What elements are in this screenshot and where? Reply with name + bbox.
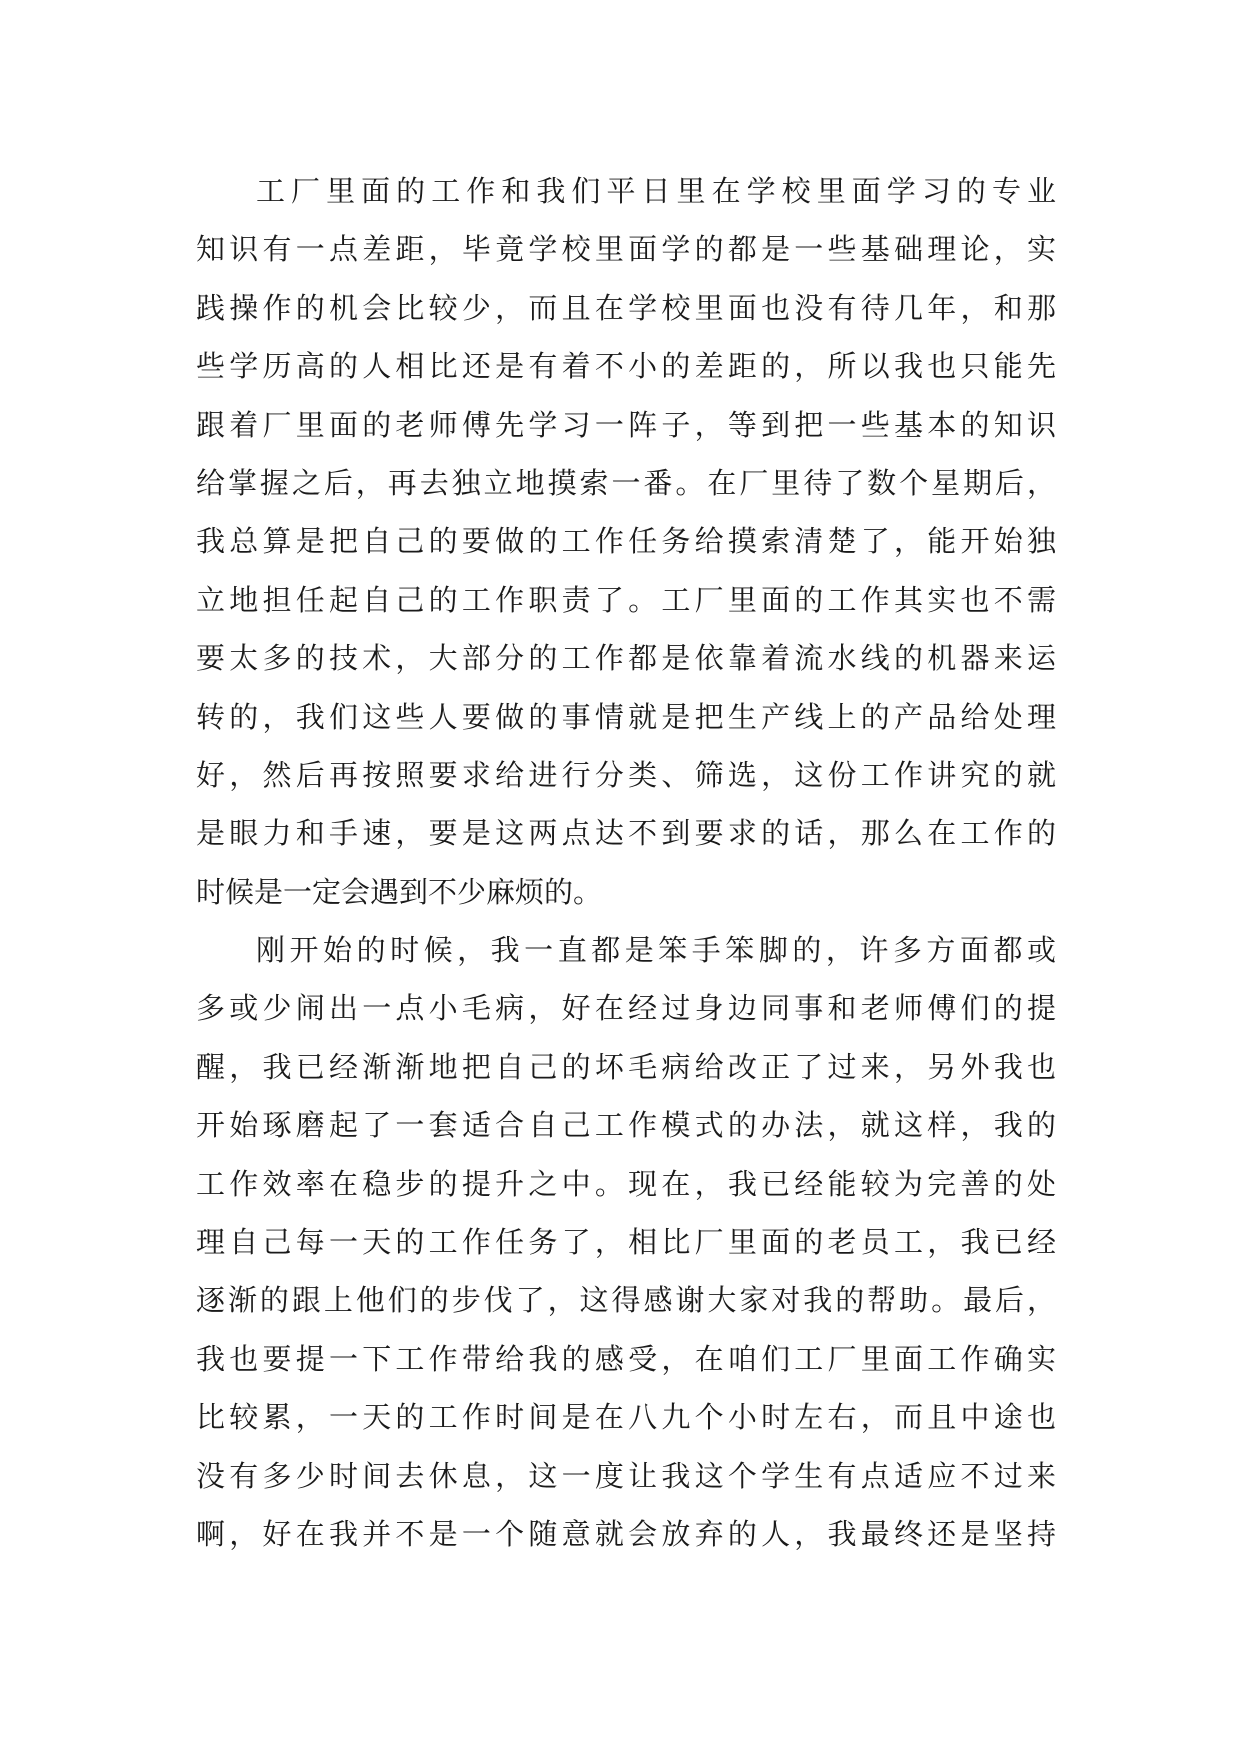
text-line: 时候是一定会遇到不少麻烦的。 <box>196 874 603 909</box>
text-line: 是眼力和手速，要是这两点达不到要求的话，那么在工作的 <box>196 816 1056 851</box>
text-line: 多或少闹出一点小毛病，好在经过身边同事和老师傅们的提 <box>196 991 1056 1026</box>
text-line: 刚开始的时候，我一直都是笨手笨脚的，许多方面都或 <box>256 933 1056 968</box>
text-line: 逐渐的跟上他们的步伐了，这得感谢大家对我的帮助。最后， <box>196 1283 1056 1318</box>
text-line: 好，然后再按照要求给进行分类、筛选，这份工作讲究的就 <box>196 757 1056 792</box>
text-line: 开始琢磨起了一套适合自己工作模式的办法，就这样，我的 <box>196 1108 1056 1143</box>
text-line: 些学历高的人相比还是有着不小的差距的，所以我也只能先 <box>196 349 1056 384</box>
text-line: 要太多的技术，大部分的工作都是依靠着流水线的机器来运 <box>196 641 1056 676</box>
text-line: 跟着厂里面的老师傅先学习一阵子，等到把一些基本的知识 <box>196 407 1056 442</box>
text-line: 践操作的机会比较少，而且在学校里面也没有待几年，和那 <box>196 290 1056 325</box>
text-line: 比较累，一天的工作时间是在八九个小时左右，而且中途也 <box>196 1400 1056 1435</box>
text-line: 转的，我们这些人要做的事情就是把生产线上的产品给处理 <box>196 699 1056 734</box>
text-line: 工厂里面的工作和我们平日里在学校里面学习的专业 <box>256 174 1056 208</box>
text-line: 给掌握之后，再去独立地摸索一番。在厂里待了数个星期后， <box>196 465 1056 500</box>
text-line: 工作效率在稳步的提升之中。现在，我已经能较为完善的处 <box>196 1166 1056 1201</box>
text-line: 啊，好在我并不是一个随意就会放弃的人，我最终还是坚持 <box>196 1516 1056 1551</box>
text-line: 醒，我已经渐渐地把自己的坏毛病给改正了过来，另外我也 <box>196 1049 1056 1084</box>
document-body <box>196 162 1056 1563</box>
paragraph <box>196 162 1056 921</box>
text-line: 知识有一点差距，毕竟学校里面学的都是一些基础理论，实 <box>196 232 1056 267</box>
paragraph <box>196 921 1056 1563</box>
text-line: 我也要提一下工作带给我的感受，在咱们工厂里面工作确实 <box>196 1341 1056 1376</box>
text-line: 立地担任起自己的工作职责了。工厂里面的工作其实也不需 <box>196 582 1056 617</box>
text-line: 我总算是把自己的要做的工作任务给摸索清楚了，能开始独 <box>196 524 1056 559</box>
text-line: 理自己每一天的工作任务了，相比厂里面的老员工，我已经 <box>196 1225 1056 1260</box>
text-line: 没有多少时间去休息，这一度让我这个学生有点适应不过来 <box>196 1458 1056 1493</box>
